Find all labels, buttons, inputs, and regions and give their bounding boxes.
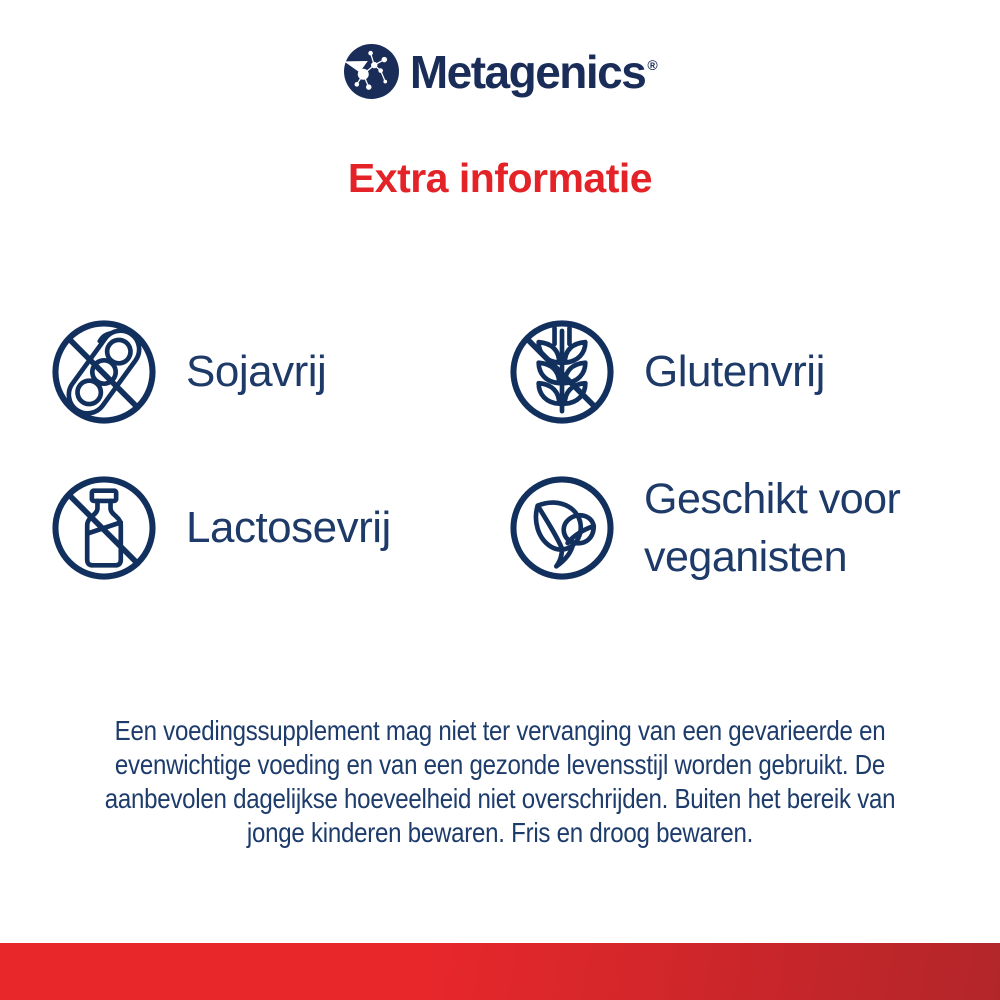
no-soy-icon [48, 316, 160, 428]
feature-soy-free [48, 316, 506, 428]
no-gluten-icon [506, 316, 618, 428]
disclaimer-line: jonge kinderen bewaren. Fris en droog bewaren. [246, 817, 754, 848]
metagenics-molecule-logo-icon [344, 44, 399, 99]
brand-name: Metagenics ® [409, 45, 657, 98]
feature-label: Glutenvrij [644, 347, 825, 397]
disclaimer-text [0, 714, 1000, 850]
feature-grid [48, 316, 958, 586]
red-footer-band [0, 943, 1000, 1000]
feature-vegan [506, 470, 958, 586]
feature-label: Lactosevrij [186, 503, 391, 553]
feature-lactose-free [48, 470, 506, 586]
feature-label: Sojavrij [186, 347, 327, 397]
vegan-leaves-icon [506, 472, 618, 584]
no-lactose-icon [48, 472, 160, 584]
disclaimer-line: Een voedingssupplement mag niet ter vervanging van een gevarieerde en [114, 715, 886, 746]
brand-logo [0, 44, 1000, 99]
feature-label: Geschikt voor veganisten [644, 475, 901, 582]
registered-trademark-symbol: ® [647, 56, 657, 73]
feature-gluten-free [506, 316, 958, 428]
disclaimer-line: evenwichtige voeding en van een gezonde levensstijl worden gebruikt. De [114, 749, 886, 780]
page-title: Extra informatie [347, 155, 653, 201]
disclaimer-line: aanbevolen dagelijkse hoeveelheid niet overschrijden. Buiten het bereik van [104, 783, 896, 814]
